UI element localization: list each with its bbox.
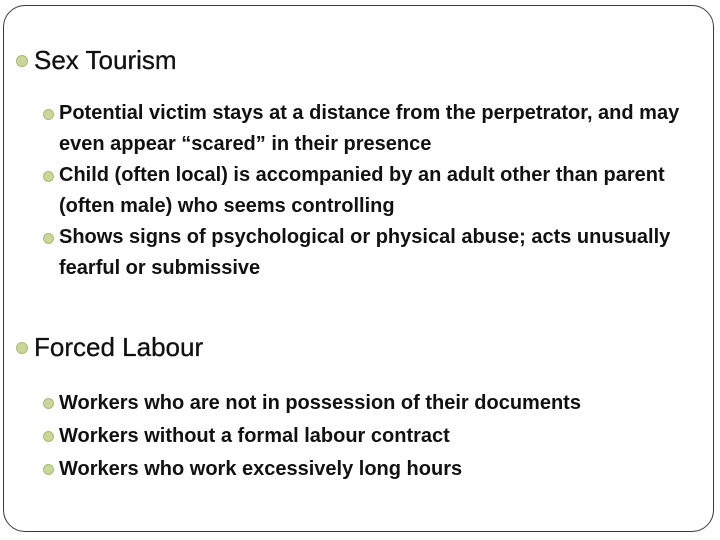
slide-content	[4, 6, 713, 531]
heading-text: Forced Labour	[34, 332, 204, 362]
list-item-text: Potential victim stays at a distance from the perpetrator, and may even appear “scared” in their presence	[59, 102, 680, 155]
bullet-icon	[43, 109, 54, 120]
list-item	[4, 222, 713, 284]
list-item	[4, 160, 713, 222]
list-item	[4, 387, 713, 420]
list-item	[4, 420, 713, 453]
bullet-list	[4, 98, 713, 284]
bullet-icon	[43, 431, 54, 442]
section-heading	[4, 331, 713, 363]
section-forced-labour	[4, 331, 713, 486]
bullet-list	[4, 387, 713, 486]
bullet-icon	[43, 398, 54, 409]
list-item-text: Workers who work excessively long hours	[59, 458, 463, 480]
section-sex-tourism	[4, 44, 713, 284]
bullet-icon	[43, 464, 54, 475]
list-item-text: Shows signs of psychological or physical abuse; acts unusually fearful or submissive	[59, 226, 671, 279]
bullet-icon	[43, 171, 54, 182]
bullet-icon	[43, 233, 54, 244]
list-item-text: Workers who are not in possession of their documents	[59, 392, 581, 414]
section-heading	[4, 44, 713, 76]
heading-text: Sex Tourism	[34, 45, 177, 75]
bullet-icon	[16, 342, 28, 354]
bullet-icon	[16, 55, 28, 67]
list-item-text: Workers without a formal labour contract	[59, 425, 450, 447]
list-item-text: Child (often local) is accompanied by an adult other than parent (often male) who seems controlling	[59, 164, 665, 217]
list-item	[4, 98, 713, 160]
slide-frame	[3, 5, 714, 532]
list-item	[4, 453, 713, 486]
